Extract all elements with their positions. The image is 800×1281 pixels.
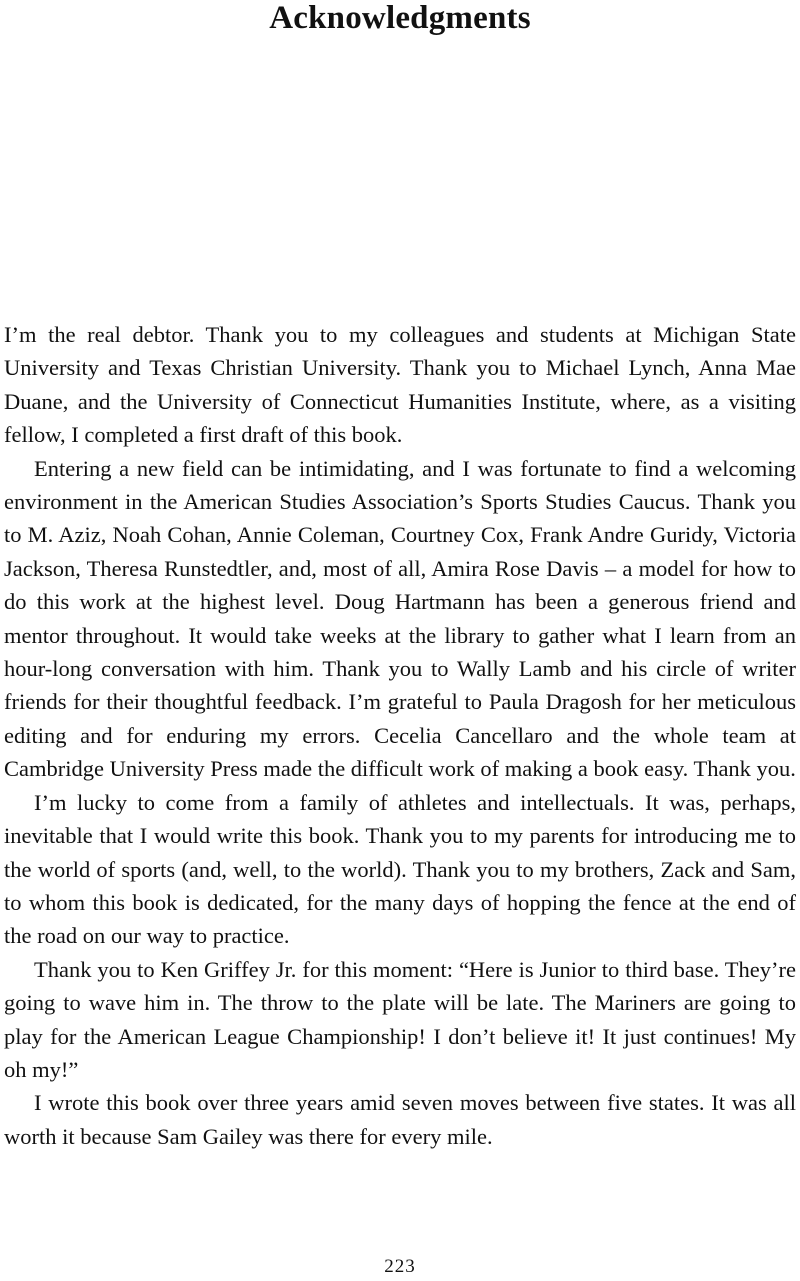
page-title: Acknowledgments bbox=[269, 0, 531, 36]
paragraph-2: Entering a new field can be intimidating, and I was fortunate to find a welcoming environment in the American Studies Association’s Sports Studies Caucus. Thank you to M. Aziz, Noah Cohan, Annie Coleman, Courtney Cox, Frank Andre Guridy, Victoria Jackson, Theresa Runstedtler, and, most of all, Amira Rose Davis – a model for how to do this work at the highest level. Doug Hartmann has been a generous friend and mentor throughout. It would take weeks at the library to gather what I learn from an hour-long conversation with him. Thank you to Wally Lamb and his circle of writer friends for their thoughtful feedback. I’m grateful to Paula Dragosh for her meticulous editing and for enduring my errors. Cecelia Cancellaro and the whole team at Cambridge University Press made the difficult work of making a book easy. Thank you. bbox=[4, 455, 796, 782]
paragraph-4: Thank you to Ken Griffey Jr. for this moment: “Here is Junior to third base. They’re going to wave him in. The throw to the plate will be late. The Mariners are going to play for the American League Championship! I don’t believe it! It just continues! My oh my!” bbox=[4, 956, 796, 1082]
paragraph-3: I’m lucky to come from a family of athletes and intellectuals. It was, perhaps, inevitable that I would write this book. Thank you to my parents for introducing me to the world of sports (and, well, to the world). Thank you to my brothers, Zack and Sam, to whom this book is dedicated, for the many days of hopping the fence at the end of the road on our way to practice. bbox=[4, 789, 796, 949]
acknowledgments-body bbox=[4, 318, 796, 1153]
paragraph-1: I’m the real debtor. Thank you to my colleagues and students at Michigan State University and Texas Christian University. Thank you to Michael Lynch, Anna Mae Duane, and the University of Connecticut Humanities Institute, where, as a visiting fellow, I completed a first draft of this book. bbox=[4, 322, 796, 448]
paragraph-5: I wrote this book over three years amid seven moves between five states. It was all worth it because Sam Gailey was there for every mile. bbox=[4, 1090, 796, 1149]
page-number: 223 bbox=[384, 1256, 416, 1277]
